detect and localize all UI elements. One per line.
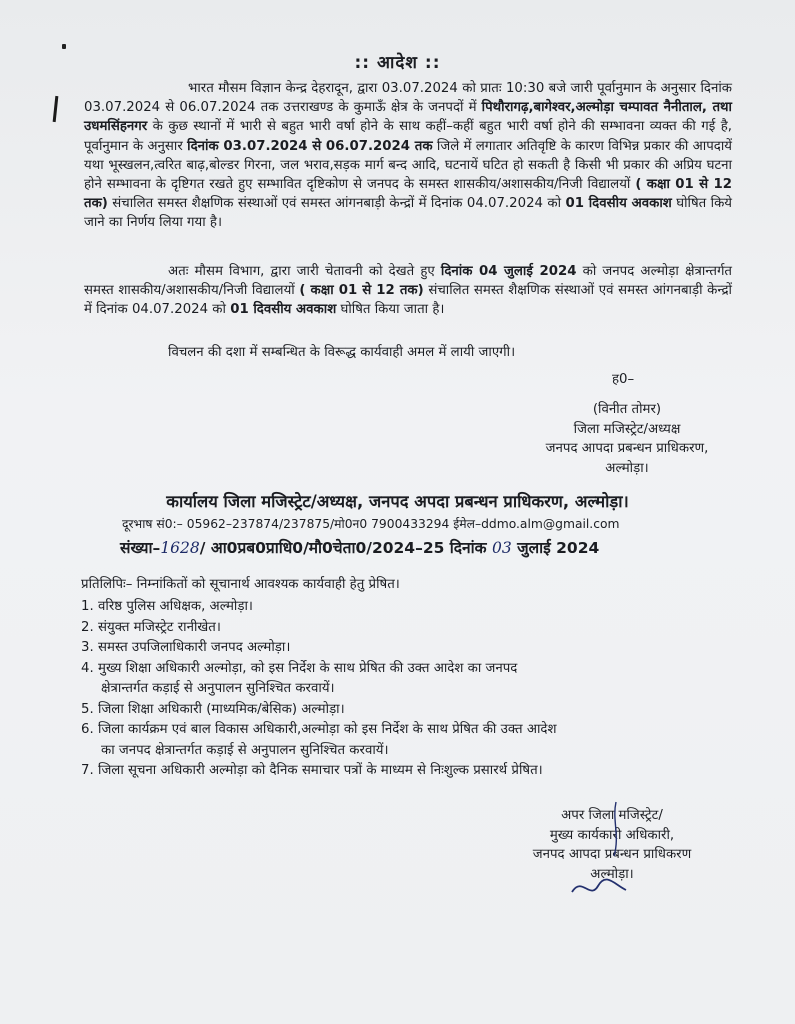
item-text: वरिष्ठ पुलिस अधिक्षक, अल्मोड़ा। — [98, 599, 253, 614]
p1-classes: ( कक्षा 01 से 12 तक) — [84, 177, 732, 212]
ref-number-handwritten: 1628 — [160, 539, 200, 557]
item-text: मुख्य शिक्षा अधिकारी अल्मोड़ा, को इस निर्देश के साथ प्रेषित की उक्त आदेश का जनपद — [98, 660, 518, 676]
ref-date-handwritten: 03 — [491, 539, 512, 557]
p1-text-d: संचालित समस्त शैक्षणिक संस्थाओं एवं समस्त आंगनबाड़ी केन्द्रों में दिनांक 04.07.2024 को — [107, 196, 566, 212]
p1-districts: पिथौरागढ़,बागेश्वर,अल्मोड़ा चम्पावत नैनीताल, तथा उधमसिंहनगर — [84, 100, 732, 135]
p1-holiday: 01 दिवसीय अवकाश — [565, 196, 672, 212]
order-paragraph-1 — [84, 79, 732, 233]
item-number: 1. — [81, 599, 94, 614]
item-number: 2. — [81, 619, 94, 635]
p1-text-c: जिले में लगातार अतिवृष्टि के कारण विभिन्न प्रकार की आपदायें यथा भूस्खलन,त्वरित बाढ़,बोल्डर गिरना, जल भराव,सड़क मार्ग बन्द आदि, घटनायें घटित हो सकती है किसी भी प्रकार की अप्रिय घटना होने सम्भावना के दृष्टिगत रखते हुए सम्भावित दृष्टिकोण से जनपद के समस्त शासकीय/अशासकीय/निजी विद्यालयों — [84, 138, 732, 193]
item-number: 3. — [81, 640, 94, 655]
copy-list-item — [81, 638, 721, 659]
item-number: 6. — [81, 722, 94, 737]
ref-middle: / आ0प्रब0प्राधि0/मौ0चेता0/2024–25 दिनांक — [199, 539, 487, 557]
dm-name: (विनीत तोमर) — [592, 402, 662, 417]
item-number: 7. — [81, 763, 94, 778]
item-text: जिला सूचना अधिकारी अल्मोड़ा को दैनिक समाचार पत्रों के माध्यम से निःशुल्क प्रसारर्थ प्रेषित। — [98, 763, 543, 778]
adm-subtitle: मुख्य कार्यकारी अधिकारी, — [549, 827, 675, 843]
adm-title: अपर जिला मजिस्ट्रेट/ — [561, 808, 663, 823]
scan-mark — [53, 96, 59, 122]
signature-stroke — [606, 800, 626, 860]
copy-intro: प्रतिलिपिः– निम्नांकितों को सूचानार्थ आवश्यक कार्यवाही हेतु प्रेषित। — [81, 577, 400, 592]
item-continuation: का जनपद क्षेत्रान्तर्गत कड़ाई से अनुपालन सुनिश्चित करवायें। — [101, 742, 389, 758]
item-number: 4. — [81, 660, 94, 676]
p2-text-a: अतः मौसम विभाग, द्वारा जारी चेतावनी को देखते हुए — [168, 264, 441, 279]
dm-title: जिला मजिस्ट्रेट/अध्यक्ष — [573, 421, 681, 437]
copy-list-item — [81, 700, 721, 721]
copy-list-item — [81, 597, 721, 618]
item-text: समस्त उपजिलाधिकारी जनपद अल्मोड़ा। — [98, 640, 291, 655]
ref-suffix: जुलाई 2024 — [517, 539, 600, 557]
ref-prefix: संख्या– — [120, 539, 161, 557]
adm-place: अल्मोड़ा। — [590, 866, 634, 882]
p1-text-e: घोषित किये जाने का निर्णय लिया गया है। — [84, 196, 732, 231]
signature-ho: ह0– — [612, 372, 635, 387]
copy-list-item — [81, 618, 721, 639]
scan-speck — [62, 44, 66, 49]
p2-text-c: संचालित समस्त शैक्षणिक संस्थाओं एवं समस्त आंगनबाड़ी केन्द्रों में दिनांक 04.07.2024 को — [84, 283, 733, 318]
p1-date-range: दिनांक 03.07.2024 से 06.07.2024 तक — [187, 138, 433, 154]
office-heading: कार्यालय जिला मजिस्ट्रेट/अध्यक्ष, जनपद अपदा प्रबन्धन प्राधिकरण, अल्मोड़ा। — [166, 492, 629, 511]
reference-line — [120, 536, 599, 558]
order-title: :: आदेश :: — [354, 53, 441, 73]
copy-list-item — [81, 761, 721, 782]
order-paragraph-3: विचलन की दशा में सम्बन्धित के विरूद्ध कार्यवाही अमल में लायी जाएगी। — [168, 345, 516, 360]
copy-list-item — [81, 720, 721, 761]
p2-holiday: 01 दिवसीय अवकाश — [230, 302, 337, 318]
copy-list — [81, 597, 721, 782]
p2-text-b: को जनपद अल्मोड़ा क्षेत्रान्तर्गत समस्त शासकीय/अशासकीय/निजी विद्यालयों — [84, 264, 733, 299]
item-number: 5. — [81, 701, 94, 717]
item-continuation: क्षेत्रान्तर्गत कड़ाई से अनुपालन सुनिश्चित करवायें। — [101, 681, 335, 696]
dm-place: अल्मोड़ा। — [605, 460, 649, 476]
p2-date: दिनांक 04 जुलाई 2024 — [440, 264, 577, 279]
handwritten-signature — [568, 866, 638, 906]
item-text: जिला शिक्षा अधिकारी (माध्यमिक/बेसिक) अल्मोड़ा। — [98, 701, 345, 717]
signature-block-dm — [537, 400, 717, 478]
copy-list-item — [81, 659, 721, 700]
item-text: जिला कार्यक्रम एवं बाल विकास अधिकारी,अल्मोड़ा को इस निर्देश के साथ प्रेषित की उक्त आदेश — [98, 722, 557, 737]
order-paragraph-2 — [84, 262, 732, 320]
p2-text-d: घोषित किया जाता है। — [336, 302, 445, 318]
p1-text-a: भारत मौसम विज्ञान केन्द्र देहरादून, द्वारा 03.07.2024 को प्रातः 10:30 बजे जारी पूर्वानुमान के अनुसार दिनांक 03.07.2024 से 06.07.2024 तक उत्तराखण्ड के कुमाऊँ क्षेत्र के जनपदों में — [84, 81, 732, 116]
p1-text-b: के कुछ स्थानों में भारी से बहुत भारी वर्षा होने के साथ कहीं–कहीं बहुत भारी वर्षा होने की सम्भावना व्यक्त की गई है, पूर्वानुमान के अनुसार — [84, 119, 732, 154]
dm-authority: जनपद आपदा प्रबन्धन प्राधिकरण, — [545, 441, 709, 456]
adm-authority: जनपद आपदा प्रबन्धन प्राधिकरण — [532, 847, 692, 862]
office-contact: दूरभाष सं0:– 05962–237874/237875/मो0न0 7900433294 ईमेल–ddmo.alm@gmail.com — [122, 517, 620, 531]
p2-classes: ( कक्षा 01 से 12 तक) — [299, 283, 424, 299]
item-text: संयुक्त मजिस्ट्रेट रानीखेत। — [98, 619, 221, 635]
